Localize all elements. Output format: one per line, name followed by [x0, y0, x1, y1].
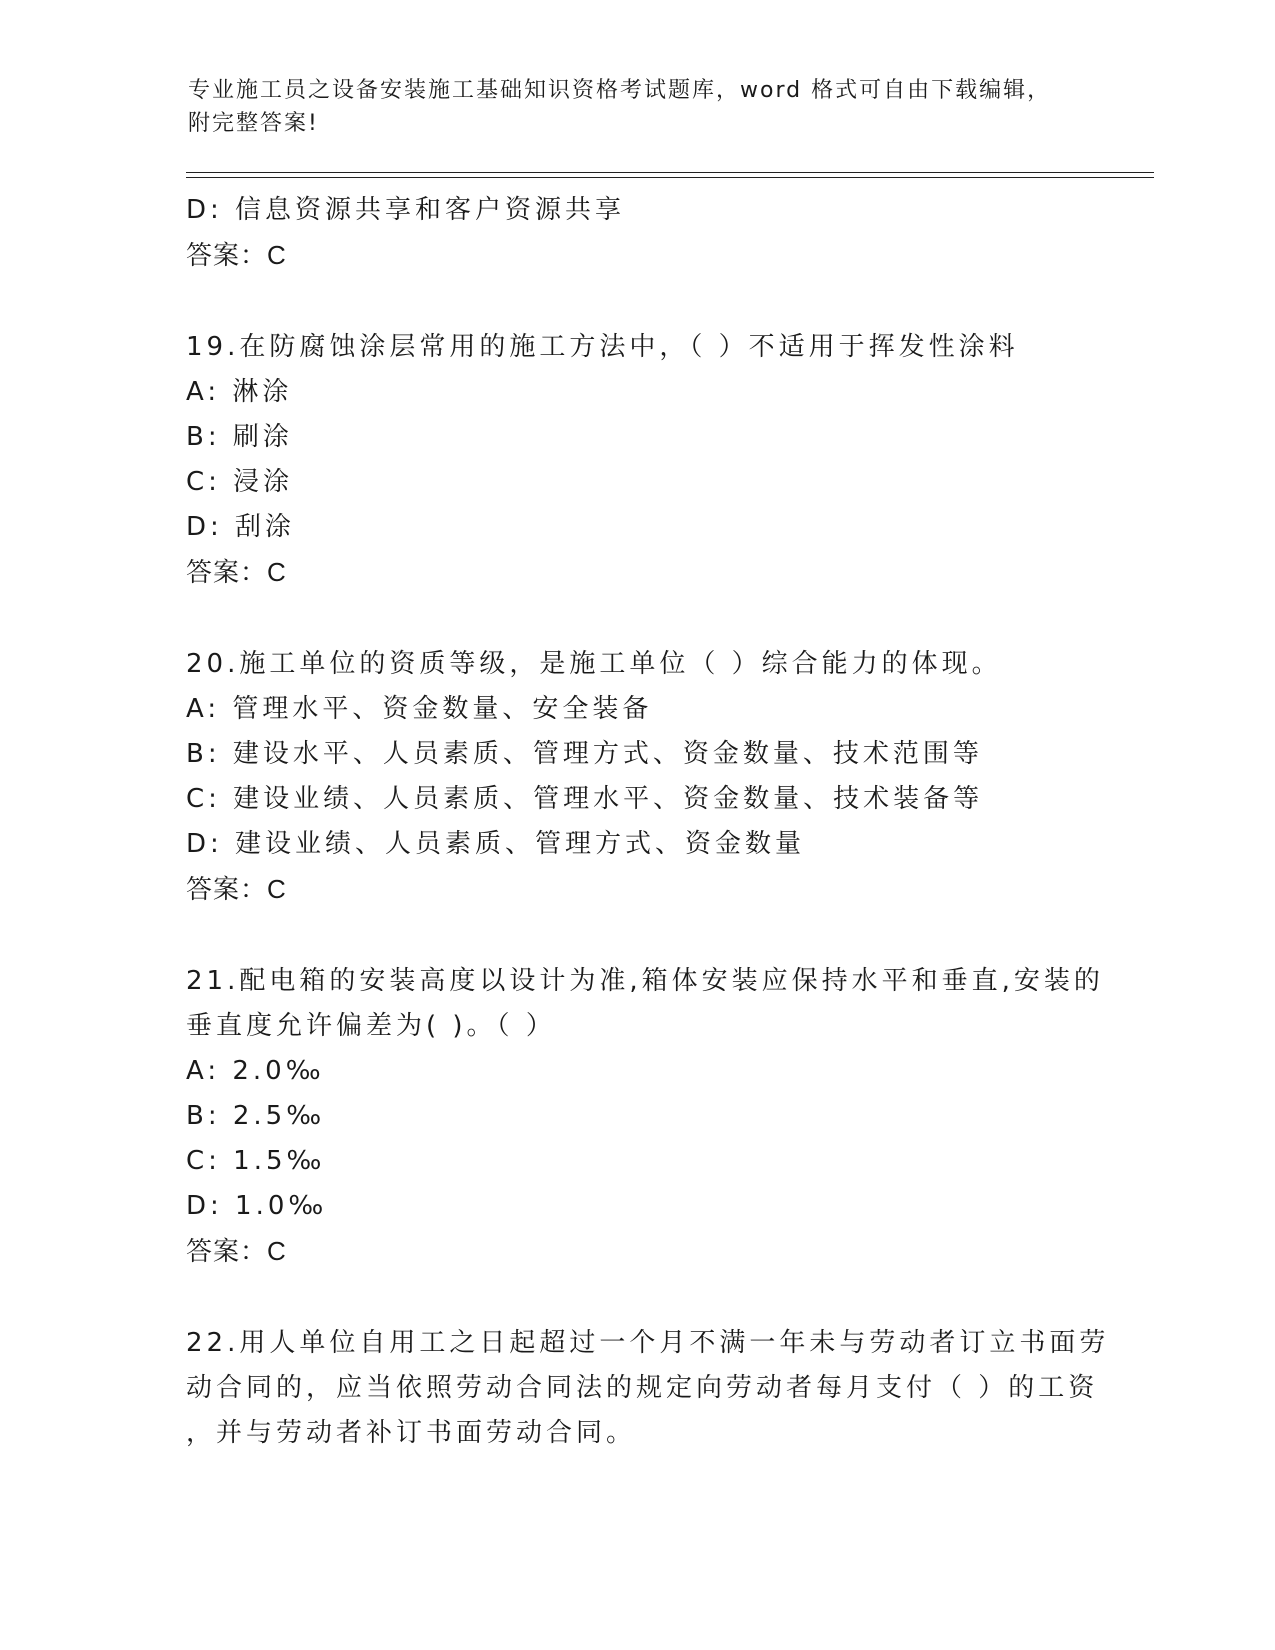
answer-line: 答案：C [186, 557, 287, 587]
question-stem: 20.施工单位的资质等级，是施工单位（ ）综合能力的体现。 [186, 649, 1002, 679]
option-d: D: 刮涂 [186, 512, 296, 542]
header-rule-top [186, 172, 1154, 173]
question-stem-line-1: 21.配电箱的安装高度以设计为准,箱体安装应保持水平和垂直,安装的 [186, 966, 1104, 996]
question-22 [186, 1321, 1110, 1456]
question-21 [186, 959, 1104, 1274]
answer-line: 答案：C [186, 874, 287, 904]
header-rule-bottom [186, 177, 1154, 178]
question-stem: 19.在防腐蚀涂层常用的施工方法中，（ ）不适用于挥发性涂料 [186, 332, 1019, 362]
question-20 [186, 642, 1086, 912]
option-a: A: 淋涂 [186, 377, 293, 407]
question-stem-line-1: 22.用人单位自用工之日起超过一个月不满一年未与劳动者订立书面劳 [186, 1328, 1110, 1358]
spacer [186, 1274, 1086, 1321]
document-body [186, 188, 1110, 1456]
header-line-1: 专业施工员之设备安装施工基础知识资格考试题库，word 格式可自由下载编辑， [188, 78, 1052, 103]
question-stem-line-3: ，并与劳动者补订书面劳动合同。 [186, 1418, 637, 1448]
previous-question-tail [186, 188, 1086, 278]
question-19 [186, 325, 1086, 595]
spacer [186, 912, 1086, 959]
option-d: D: 建设业绩、人员素质、管理方式、资金数量 [186, 829, 806, 859]
option-a: A: 2.0‰ [186, 1056, 325, 1086]
option-b: B: 2.5‰ [186, 1101, 326, 1131]
document-header [188, 74, 1088, 140]
option-c: C: 1.5‰ [186, 1146, 326, 1176]
option-b: B: 建设水平、人员素质、管理方式、资金数量、技术范围等 [186, 739, 983, 769]
option-b: B: 刷涂 [186, 422, 293, 452]
spacer [186, 278, 1086, 325]
option-a: A: 管理水平、资金数量、安全装备 [186, 694, 653, 724]
option-d: D: 信息资源共享和客户资源共享 [186, 195, 626, 225]
option-c: C: 浸涂 [186, 467, 294, 497]
answer-line: 答案：C [186, 1236, 287, 1266]
header-line-2: 附完整答案! [188, 111, 319, 136]
spacer [186, 595, 1086, 642]
question-stem-line-2: 垂直度允许偏差为( )。（ ） [186, 1011, 556, 1041]
question-stem-line-2: 动合同的，应当依照劳动合同法的规定向劳动者每月支付（ ）的工资 [186, 1373, 1099, 1403]
option-c: C: 建设业绩、人员素质、管理水平、资金数量、技术装备等 [186, 784, 984, 814]
answer-line: 答案：C [186, 240, 287, 270]
option-d: D: 1.0‰ [186, 1191, 328, 1221]
